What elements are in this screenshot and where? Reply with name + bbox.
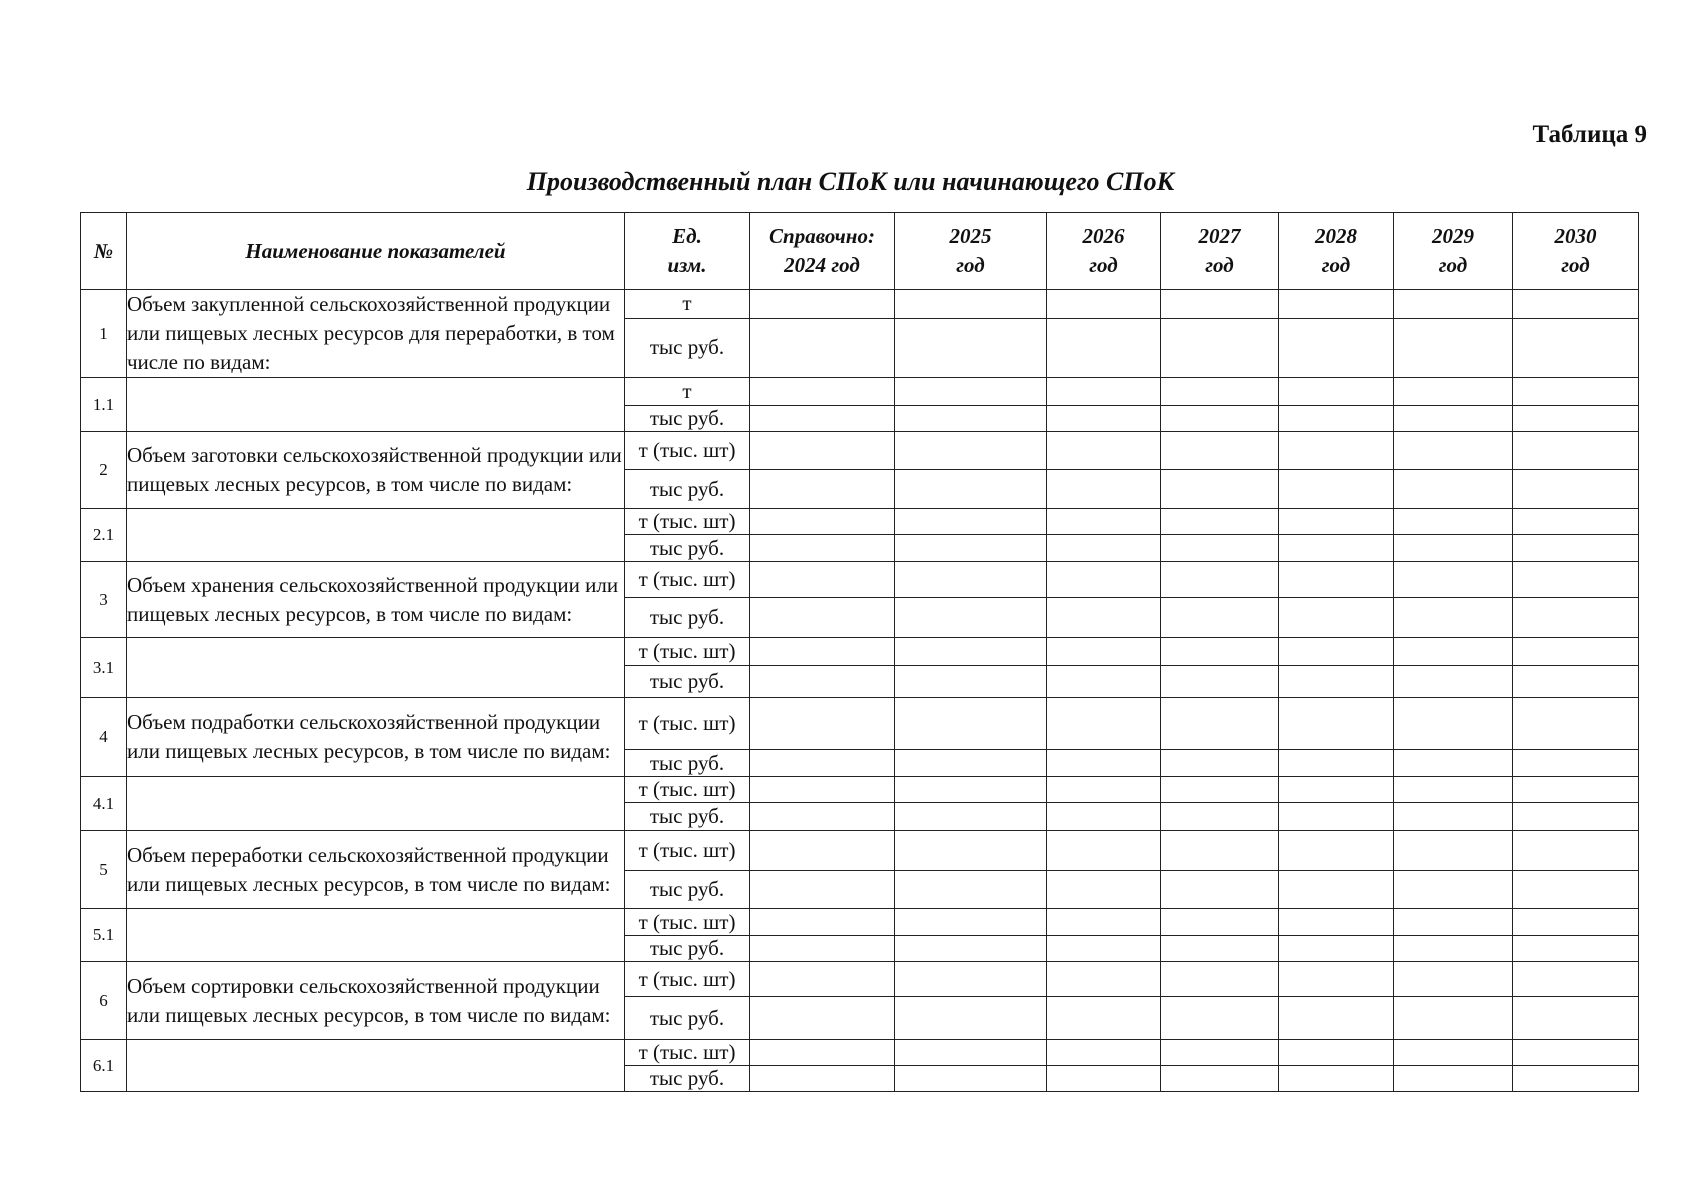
header-indicator-name: Наименование показателей [127, 213, 625, 290]
row-number: 1.1 [81, 378, 127, 432]
table-row [81, 777, 1639, 803]
year-value-cell[interactable] [1513, 638, 1639, 666]
year-value-cell[interactable] [1161, 750, 1279, 777]
year-value-cell[interactable] [1513, 666, 1639, 698]
indicator-name: Объем подработки сельскохозяйственной продукции или пищевых лесных ресурсов, в том числе по видам: [127, 698, 625, 777]
year-value-cell[interactable] [895, 509, 1047, 535]
year-value-cell[interactable] [1279, 803, 1394, 831]
year-value-cell[interactable] [1047, 698, 1161, 750]
header-reference-2024 [750, 213, 895, 290]
year-value-cell[interactable] [1047, 803, 1161, 831]
year-value-cell[interactable] [1279, 750, 1394, 777]
reference-2024-cell[interactable] [750, 803, 895, 831]
year-value-cell[interactable] [1279, 318, 1394, 377]
row-number: 5 [81, 831, 127, 909]
year-value-cell[interactable] [1279, 777, 1394, 803]
year-value-cell[interactable] [1047, 962, 1161, 997]
reference-2024-cell[interactable] [750, 997, 895, 1040]
year-value-cell[interactable] [895, 535, 1047, 562]
year-value-cell[interactable] [1161, 638, 1279, 666]
year-value-cell[interactable] [1394, 777, 1513, 803]
year-value-cell[interactable] [1161, 1040, 1279, 1066]
year-value-cell[interactable] [895, 777, 1047, 803]
year-value-cell[interactable] [1279, 698, 1394, 750]
header-year-label: год [1321, 253, 1351, 277]
year-value-cell[interactable] [895, 432, 1047, 470]
year-value-cell[interactable] [895, 962, 1047, 997]
year-value-cell[interactable] [1047, 936, 1161, 962]
table-row [81, 290, 1639, 319]
year-value-cell[interactable] [1161, 666, 1279, 698]
unit-of-measure: тыс руб. [625, 750, 750, 777]
reference-2024-cell[interactable] [750, 290, 895, 319]
year-value-cell[interactable] [895, 909, 1047, 936]
reference-2024-cell[interactable] [750, 535, 895, 562]
year-value-cell[interactable] [1394, 871, 1513, 909]
year-value-cell[interactable] [1161, 962, 1279, 997]
year-value-cell[interactable] [1513, 909, 1639, 936]
table-row [81, 909, 1639, 936]
row-number: 3 [81, 562, 127, 638]
production-plan-table [80, 212, 1639, 1092]
header-ref-line2: 2024 год [784, 253, 860, 277]
year-value-cell[interactable] [895, 318, 1047, 377]
year-value-cell[interactable] [1047, 997, 1161, 1040]
indicator-name: Объем хранения сельскохозяйственной продукции или пищевых лесных ресурсов, в том числе по видам: [127, 562, 625, 638]
indicator-name-blank[interactable] [127, 378, 625, 432]
year-value-cell[interactable] [1513, 777, 1639, 803]
unit-of-measure: т (тыс. шт) [625, 432, 750, 470]
header-year-value: 2026 [1082, 224, 1125, 248]
indicator-name-blank[interactable] [127, 1040, 625, 1092]
year-value-cell[interactable] [895, 598, 1047, 638]
header-year-label: год [1089, 253, 1118, 277]
year-value-cell[interactable] [1047, 598, 1161, 638]
year-value-cell[interactable] [1394, 1040, 1513, 1066]
year-value-cell[interactable] [895, 1066, 1047, 1092]
indicator-name-blank[interactable] [127, 638, 625, 698]
header-year-value: 2025 [949, 224, 992, 248]
year-value-cell[interactable] [1513, 432, 1639, 470]
year-value-cell[interactable] [1161, 509, 1279, 535]
reference-2024-cell[interactable] [750, 406, 895, 432]
year-value-cell[interactable] [1161, 1066, 1279, 1092]
year-value-cell[interactable] [1279, 535, 1394, 562]
row-number: 6.1 [81, 1040, 127, 1092]
year-value-cell[interactable] [1161, 777, 1279, 803]
reference-2024-cell[interactable] [750, 750, 895, 777]
year-value-cell[interactable] [1513, 1040, 1639, 1066]
indicator-name: Объем заготовки сельскохозяйственной продукции или пищевых лесных ресурсов, в том числе по видам: [127, 432, 625, 509]
year-value-cell[interactable] [1513, 470, 1639, 509]
year-value-cell[interactable] [1161, 598, 1279, 638]
year-value-cell[interactable] [1394, 562, 1513, 598]
unit-of-measure: т (тыс. шт) [625, 562, 750, 598]
reference-2024-cell[interactable] [750, 470, 895, 509]
header-year-label: год [1205, 253, 1234, 277]
unit-of-measure: т (тыс. шт) [625, 831, 750, 871]
year-value-cell[interactable] [1513, 871, 1639, 909]
year-value-cell[interactable] [1394, 432, 1513, 470]
year-value-cell[interactable] [1513, 936, 1639, 962]
year-value-cell[interactable] [1161, 290, 1279, 319]
table-row [81, 962, 1639, 997]
year-value-cell[interactable] [1279, 290, 1394, 319]
year-value-cell[interactable] [1394, 1066, 1513, 1092]
year-value-cell[interactable] [1047, 666, 1161, 698]
row-number: 2 [81, 432, 127, 509]
header-year-value: 2030 [1554, 224, 1597, 248]
year-value-cell[interactable] [1394, 831, 1513, 871]
year-value-cell[interactable] [1047, 535, 1161, 562]
unit-of-measure: т [625, 378, 750, 406]
year-value-cell[interactable] [1047, 750, 1161, 777]
header-year-value: 2029 [1432, 224, 1474, 248]
row-number: 5.1 [81, 909, 127, 962]
header-year-2027 [1161, 213, 1279, 290]
header-number: № [81, 213, 127, 290]
unit-of-measure: тыс руб. [625, 871, 750, 909]
row-number: 3.1 [81, 638, 127, 698]
year-value-cell[interactable] [1161, 470, 1279, 509]
year-value-cell[interactable] [1279, 598, 1394, 638]
year-value-cell[interactable] [1513, 831, 1639, 871]
header-year-2025 [895, 213, 1047, 290]
year-value-cell[interactable] [1394, 638, 1513, 666]
reference-2024-cell[interactable] [750, 698, 895, 750]
year-value-cell[interactable] [1394, 406, 1513, 432]
year-value-cell[interactable] [1279, 936, 1394, 962]
reference-2024-cell[interactable] [750, 962, 895, 997]
year-value-cell[interactable] [1394, 803, 1513, 831]
indicator-name: Объем сортировки сельскохозяйственной продукции или пищевых лесных ресурсов, в том числе по видам: [127, 962, 625, 1040]
year-value-cell[interactable] [1047, 562, 1161, 598]
year-value-cell[interactable] [1279, 909, 1394, 936]
unit-of-measure: тыс руб. [625, 406, 750, 432]
year-value-cell[interactable] [895, 698, 1047, 750]
year-value-cell[interactable] [1394, 470, 1513, 509]
year-value-cell[interactable] [1394, 962, 1513, 997]
table-row [81, 509, 1639, 535]
year-value-cell[interactable] [1161, 997, 1279, 1040]
unit-of-measure: тыс руб. [625, 803, 750, 831]
year-value-cell[interactable] [1394, 598, 1513, 638]
unit-of-measure: тыс руб. [625, 666, 750, 698]
header-unit-line1: Ед. [672, 224, 702, 248]
year-value-cell[interactable] [895, 1040, 1047, 1066]
year-value-cell[interactable] [895, 290, 1047, 319]
indicator-name: Объем переработки сельскохозяйственной продукции или пищевых лесных ресурсов, в том числе по видам: [127, 831, 625, 909]
year-value-cell[interactable] [1513, 962, 1639, 997]
year-value-cell[interactable] [1161, 936, 1279, 962]
row-number: 6 [81, 962, 127, 1040]
year-value-cell[interactable] [1161, 406, 1279, 432]
year-value-cell[interactable] [1394, 509, 1513, 535]
year-value-cell[interactable] [895, 831, 1047, 871]
row-number: 4.1 [81, 777, 127, 831]
year-value-cell[interactable] [1279, 871, 1394, 909]
year-value-cell[interactable] [1047, 406, 1161, 432]
year-value-cell[interactable] [1513, 562, 1639, 598]
year-value-cell[interactable] [1279, 470, 1394, 509]
unit-of-measure: тыс руб. [625, 535, 750, 562]
year-value-cell[interactable] [1279, 997, 1394, 1040]
unit-of-measure: тыс руб. [625, 936, 750, 962]
table-row [81, 831, 1639, 871]
unit-of-measure: т (тыс. шт) [625, 1040, 750, 1066]
reference-2024-cell[interactable] [750, 666, 895, 698]
unit-of-measure: т (тыс. шт) [625, 638, 750, 666]
header-ref-line1: Справочно: [769, 224, 875, 248]
year-value-cell[interactable] [895, 562, 1047, 598]
year-value-cell[interactable] [1047, 509, 1161, 535]
year-value-cell[interactable] [1047, 777, 1161, 803]
unit-of-measure: т (тыс. шт) [625, 909, 750, 936]
year-value-cell[interactable] [1513, 750, 1639, 777]
year-value-cell[interactable] [1513, 318, 1639, 377]
year-value-cell[interactable] [1047, 318, 1161, 377]
reference-2024-cell[interactable] [750, 562, 895, 598]
year-value-cell[interactable] [895, 470, 1047, 509]
year-value-cell[interactable] [895, 666, 1047, 698]
year-value-cell[interactable] [1394, 936, 1513, 962]
reference-2024-cell[interactable] [750, 318, 895, 377]
year-value-cell[interactable] [895, 378, 1047, 406]
year-value-cell[interactable] [1161, 909, 1279, 936]
year-value-cell[interactable] [1394, 318, 1513, 377]
year-value-cell[interactable] [1047, 1066, 1161, 1092]
year-value-cell[interactable] [1161, 432, 1279, 470]
unit-of-measure: т [625, 290, 750, 319]
reference-2024-cell[interactable] [750, 509, 895, 535]
table-body [81, 290, 1639, 1092]
year-value-cell[interactable] [895, 803, 1047, 831]
row-number: 4 [81, 698, 127, 777]
header-year-label: год [1438, 253, 1468, 277]
year-value-cell[interactable] [1513, 997, 1639, 1040]
table-row [81, 1040, 1639, 1066]
year-value-cell[interactable] [1047, 378, 1161, 406]
unit-of-measure: т (тыс. шт) [625, 777, 750, 803]
year-value-cell[interactable] [1047, 290, 1161, 319]
header-unit-line2: изм. [667, 253, 707, 277]
reference-2024-cell[interactable] [750, 936, 895, 962]
header-year-2029 [1394, 213, 1513, 290]
indicator-name-blank[interactable] [127, 509, 625, 562]
table-row [81, 378, 1639, 406]
reference-2024-cell[interactable] [750, 598, 895, 638]
table-row [81, 638, 1639, 666]
year-value-cell[interactable] [1279, 432, 1394, 470]
reference-2024-cell[interactable] [750, 1040, 895, 1066]
year-value-cell[interactable] [1161, 378, 1279, 406]
year-value-cell[interactable] [1047, 871, 1161, 909]
unit-of-measure: т (тыс. шт) [625, 509, 750, 535]
year-value-cell[interactable] [1279, 378, 1394, 406]
year-value-cell[interactable] [1047, 470, 1161, 509]
unit-of-measure: тыс руб. [625, 470, 750, 509]
year-value-cell[interactable] [895, 406, 1047, 432]
year-value-cell[interactable] [895, 871, 1047, 909]
year-value-cell[interactable] [1279, 509, 1394, 535]
indicator-name: Объем закупленной сельскохозяйственной продукции или пищевых лесных ресурсов для переработки, в том числе по видам: [127, 290, 625, 378]
year-value-cell[interactable] [1161, 535, 1279, 562]
header-year-value: 2028 [1315, 224, 1357, 248]
year-value-cell[interactable] [1279, 1066, 1394, 1092]
year-value-cell[interactable] [1047, 1040, 1161, 1066]
year-value-cell[interactable] [1513, 406, 1639, 432]
table-row [81, 432, 1639, 470]
year-value-cell[interactable] [1279, 1040, 1394, 1066]
year-value-cell[interactable] [1279, 562, 1394, 598]
reference-2024-cell[interactable] [750, 909, 895, 936]
unit-of-measure: тыс руб. [625, 997, 750, 1040]
row-number: 2.1 [81, 509, 127, 562]
year-value-cell[interactable] [1394, 698, 1513, 750]
year-value-cell[interactable] [1161, 562, 1279, 598]
year-value-cell[interactable] [1394, 378, 1513, 406]
year-value-cell[interactable] [1394, 535, 1513, 562]
year-value-cell[interactable] [895, 936, 1047, 962]
unit-of-measure: тыс руб. [625, 318, 750, 377]
unit-of-measure: тыс руб. [625, 1066, 750, 1092]
year-value-cell[interactable] [1394, 666, 1513, 698]
header-row [81, 213, 1639, 290]
table-number-label: Таблица 9 [1532, 121, 1647, 148]
year-value-cell[interactable] [1047, 831, 1161, 871]
year-value-cell[interactable] [1394, 909, 1513, 936]
indicator-name-blank[interactable] [127, 777, 625, 831]
year-value-cell[interactable] [1161, 318, 1279, 377]
reference-2024-cell[interactable] [750, 1066, 895, 1092]
year-value-cell[interactable] [1161, 698, 1279, 750]
year-value-cell[interactable] [1161, 831, 1279, 871]
header-year-label: год [1561, 253, 1590, 277]
year-value-cell[interactable] [1513, 1066, 1639, 1092]
header-year-2028 [1279, 213, 1394, 290]
header-unit [625, 213, 750, 290]
year-value-cell[interactable] [1279, 831, 1394, 871]
year-value-cell[interactable] [1513, 598, 1639, 638]
header-year-2026 [1047, 213, 1161, 290]
year-value-cell[interactable] [1394, 290, 1513, 319]
year-value-cell[interactable] [1394, 997, 1513, 1040]
year-value-cell[interactable] [1279, 638, 1394, 666]
year-value-cell[interactable] [1394, 750, 1513, 777]
year-value-cell[interactable] [1047, 909, 1161, 936]
table-row [81, 562, 1639, 598]
year-value-cell[interactable] [1513, 535, 1639, 562]
document-title: Производственный план СПоК или начинающего СПоК [526, 167, 1175, 196]
reference-2024-cell[interactable] [750, 831, 895, 871]
year-value-cell[interactable] [895, 750, 1047, 777]
year-value-cell[interactable] [1279, 962, 1394, 997]
year-value-cell[interactable] [1047, 638, 1161, 666]
year-value-cell[interactable] [1161, 803, 1279, 831]
year-value-cell[interactable] [1513, 378, 1639, 406]
year-value-cell[interactable] [895, 997, 1047, 1040]
year-value-cell[interactable] [1513, 290, 1639, 319]
header-year-label: год [956, 253, 985, 277]
unit-of-measure: т (тыс. шт) [625, 698, 750, 750]
year-value-cell[interactable] [1279, 406, 1394, 432]
year-value-cell[interactable] [895, 638, 1047, 666]
unit-of-measure: т (тыс. шт) [625, 962, 750, 997]
year-value-cell[interactable] [1279, 666, 1394, 698]
row-number: 1 [81, 290, 127, 378]
year-value-cell[interactable] [1513, 698, 1639, 750]
table-row [81, 698, 1639, 750]
reference-2024-cell[interactable] [750, 777, 895, 803]
header-year-2030 [1513, 213, 1639, 290]
reference-2024-cell[interactable] [750, 432, 895, 470]
year-value-cell[interactable] [1513, 803, 1639, 831]
reference-2024-cell[interactable] [750, 638, 895, 666]
year-value-cell[interactable] [1513, 509, 1639, 535]
reference-2024-cell[interactable] [750, 871, 895, 909]
reference-2024-cell[interactable] [750, 378, 895, 406]
unit-of-measure: тыс руб. [625, 598, 750, 638]
year-value-cell[interactable] [1047, 432, 1161, 470]
indicator-name-blank[interactable] [127, 909, 625, 962]
year-value-cell[interactable] [1161, 871, 1279, 909]
header-year-value: 2027 [1198, 224, 1241, 248]
